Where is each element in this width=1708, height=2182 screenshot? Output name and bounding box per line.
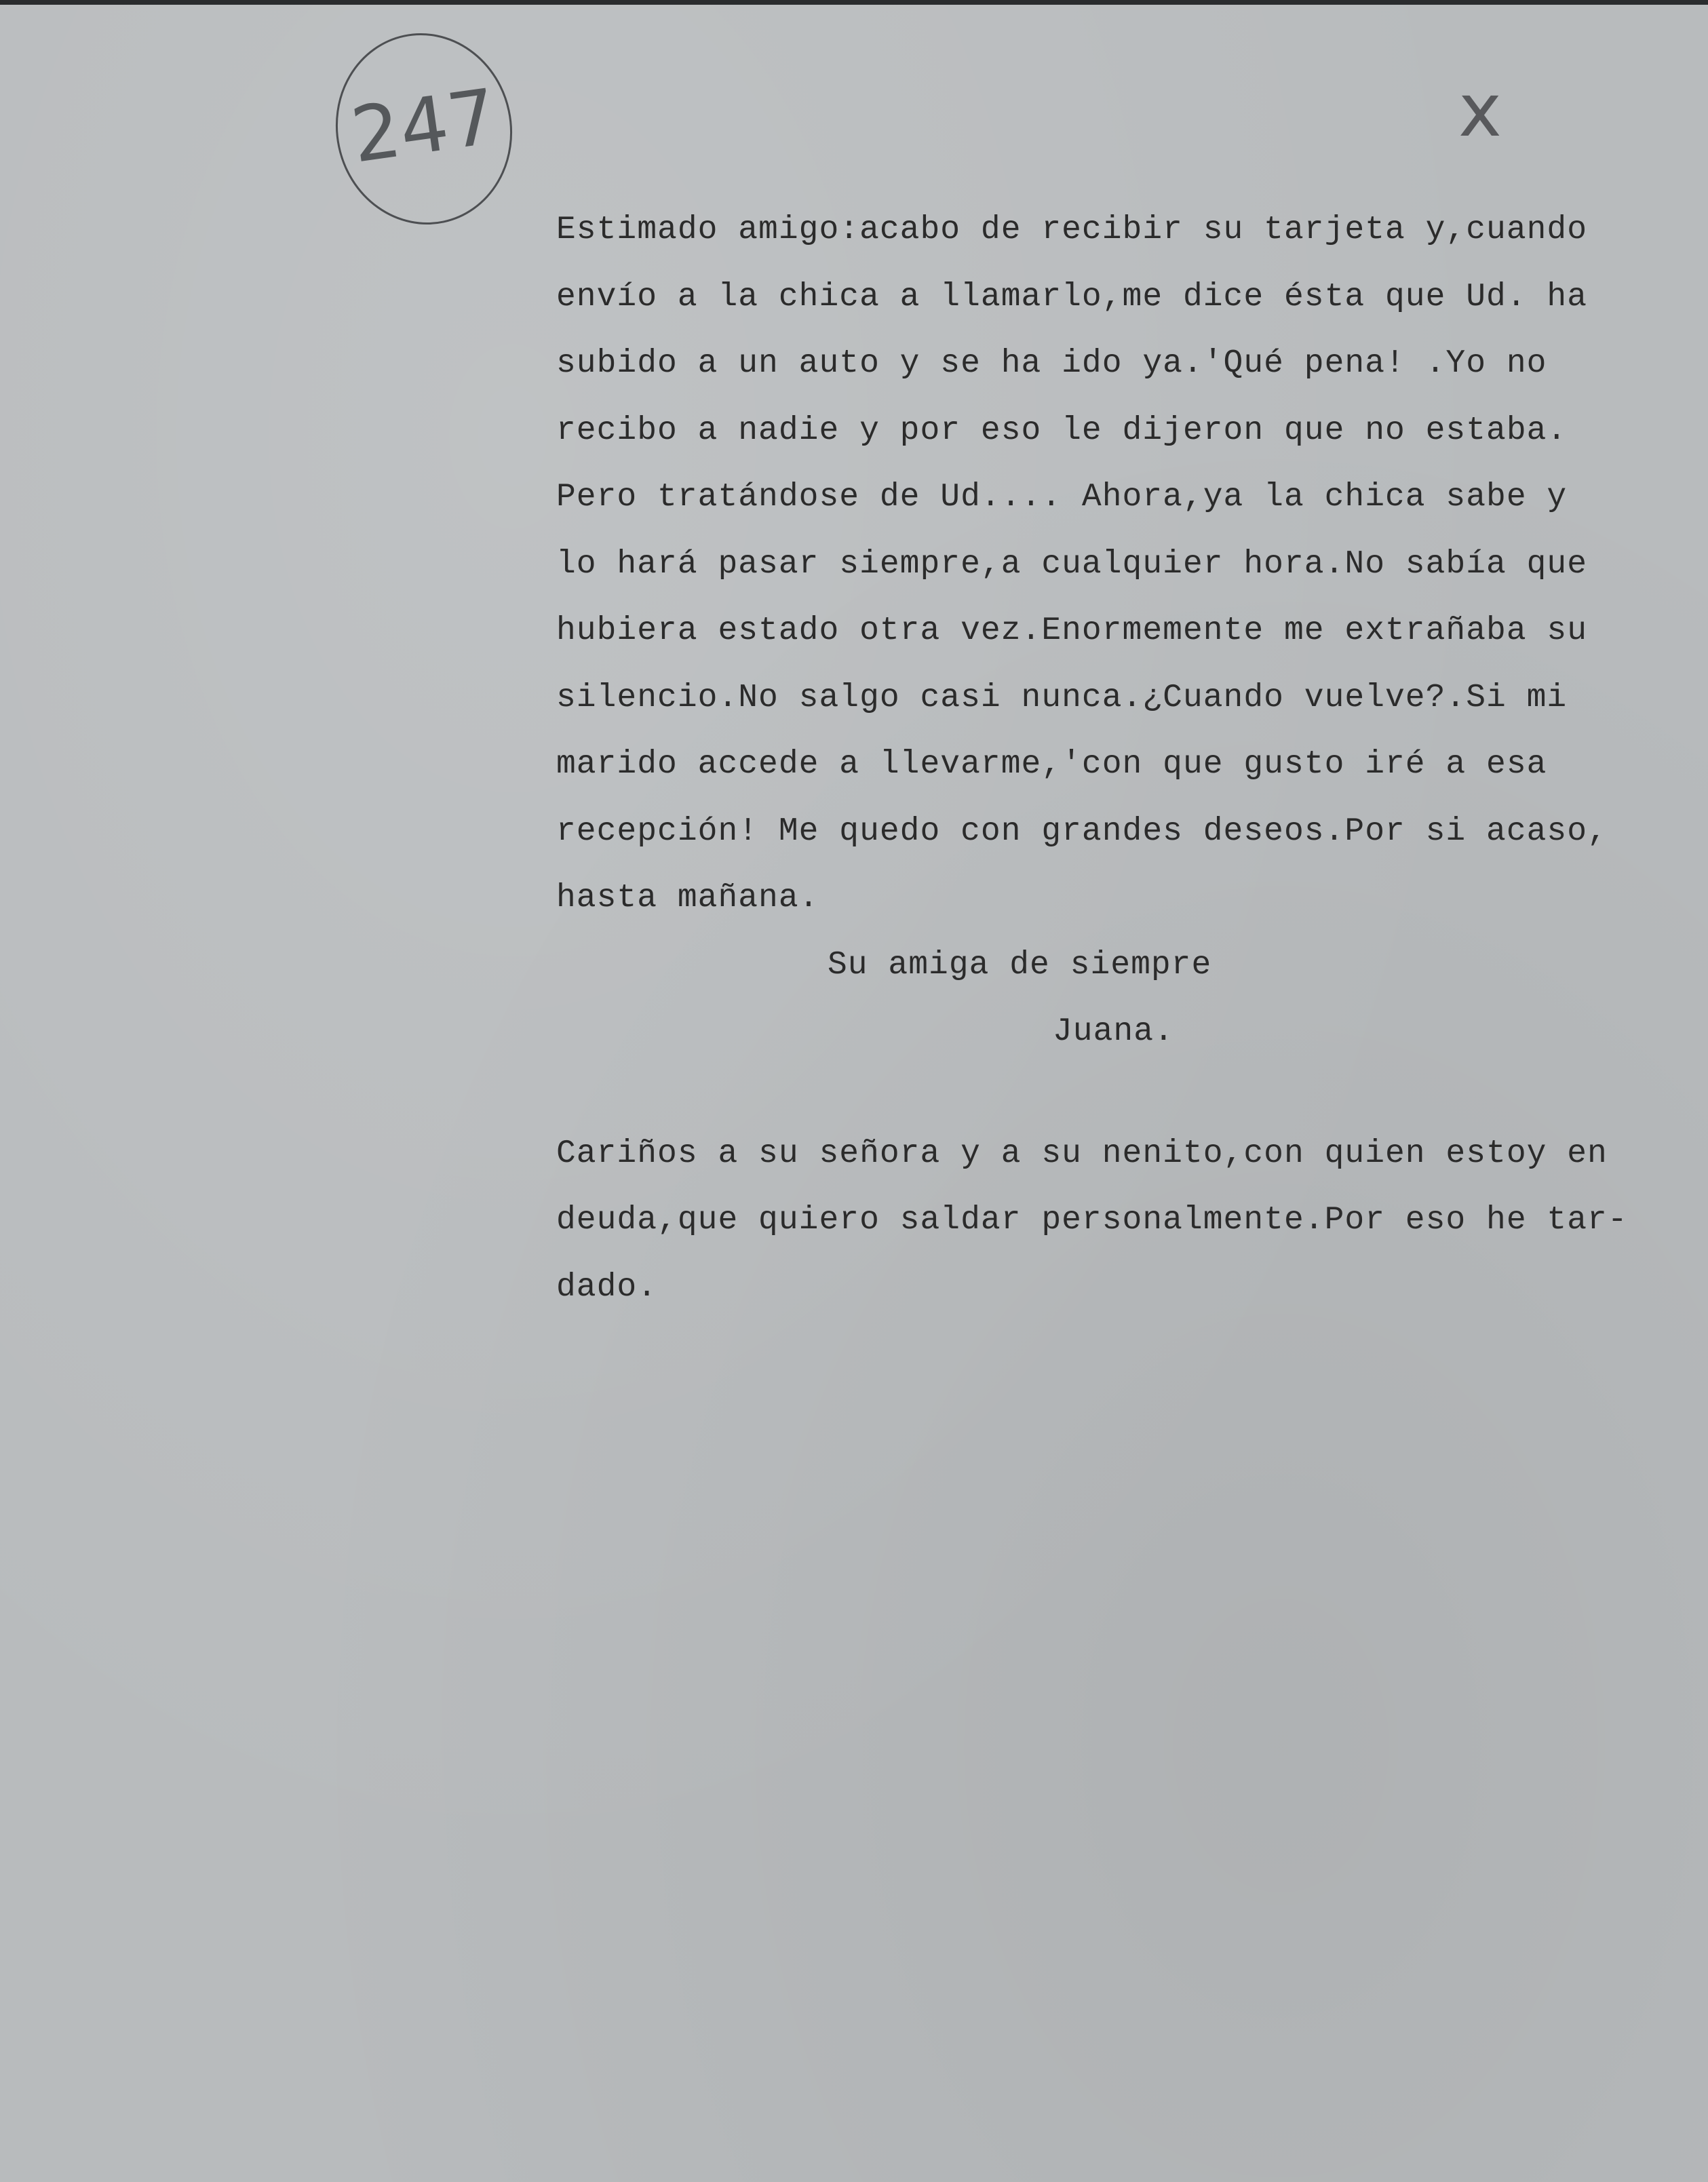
postscript-line: Cariños a su señora y a su nenito,con quien estoy en <box>556 1135 1608 1172</box>
body-line: marido accede a llevarme,'con que gusto iré a esa <box>556 746 1547 783</box>
body-line: recibo a nadie y por eso le dijeron que no estaba. <box>556 412 1568 449</box>
body-line: hubiera estado otra vez.Enormemente me extrañaba su <box>556 612 1588 649</box>
letter-body <box>556 197 1642 932</box>
letter-signature: Juana. <box>1053 1013 1174 1050</box>
body-line: lo hará pasar siempre,a cualquier hora.No sabía que <box>556 545 1588 583</box>
body-line: Pero tratándose de Ud.... Ahora,ya la chica sabe y <box>556 479 1568 515</box>
body-line: recepción! Me quedo con grandes deseos.Por si acaso, <box>556 813 1608 850</box>
letter-text <box>556 197 1642 1321</box>
corner-x-mark: x <box>1458 69 1502 153</box>
letter-postscript <box>556 1121 1642 1321</box>
postscript-line: deuda,que quiero saldar personalmente.Por eso he tar- <box>556 1202 1628 1239</box>
body-line: envío a la chica a llamarlo,me dice ésta que Ud. ha <box>556 278 1588 315</box>
postscript-line: dado. <box>556 1268 658 1306</box>
body-line: Estimado amigo:acabo de recibir su tarjeta y,cuando <box>556 212 1588 248</box>
body-line: hasta mañana. <box>556 880 819 916</box>
letter-closing: Su amiga de siempre <box>828 946 1212 983</box>
body-line: subido a un auto y se ha ido ya.'Qué pena! .Yo no <box>556 345 1547 382</box>
body-line: silencio.No salgo casi nunca.¿Cuando vuelve?.Si mi <box>556 679 1568 716</box>
folio-number: 247 <box>346 73 503 180</box>
